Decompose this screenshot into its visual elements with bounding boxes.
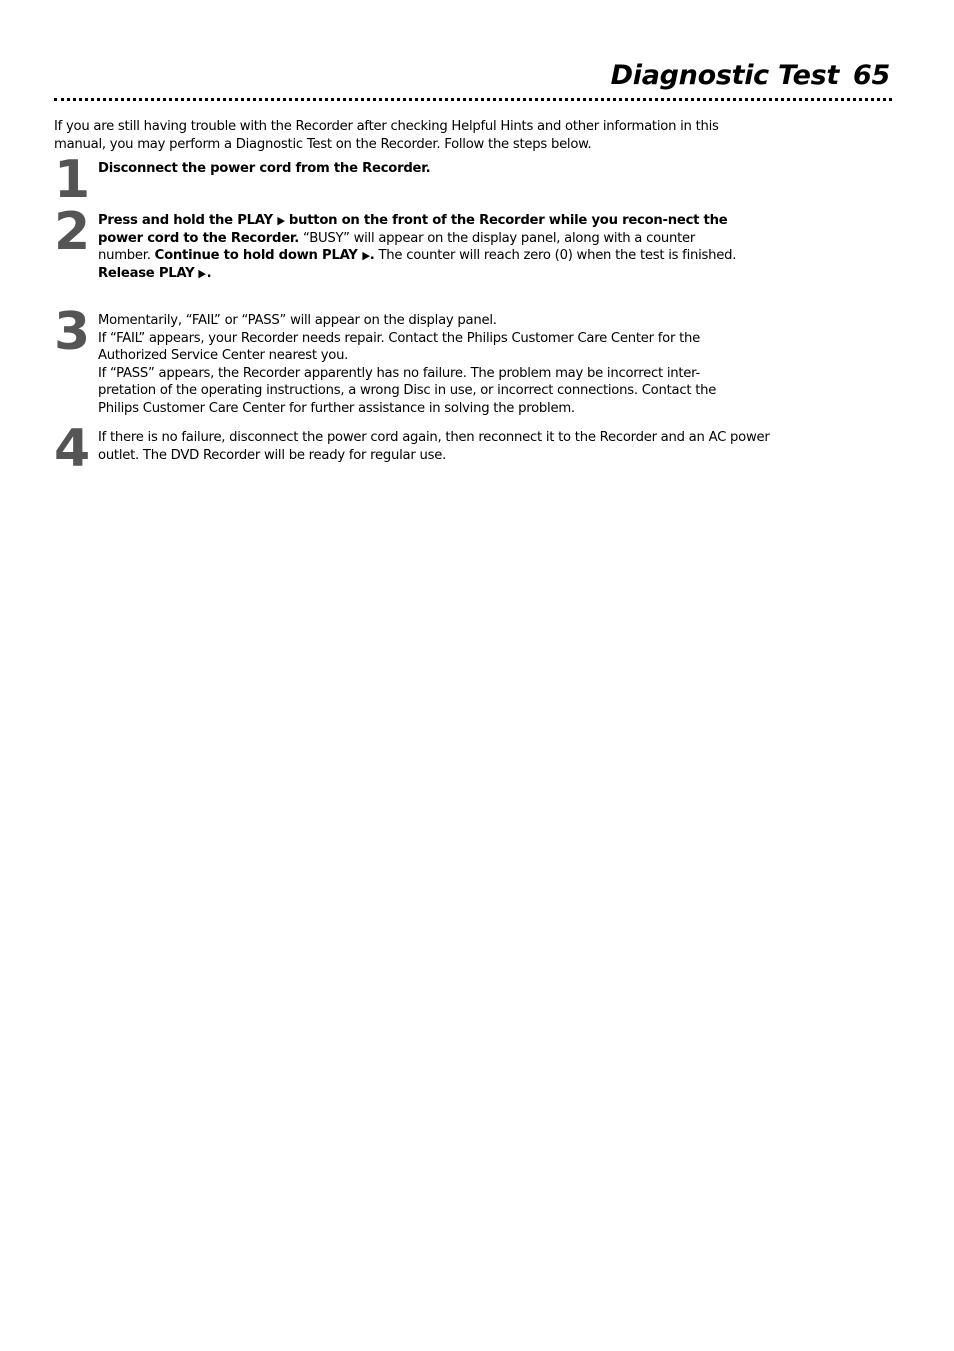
step-3-line-3: If “PASS” appears, the Recorder apparently has no failure. The problem may be incorrect inter-pretation of the operating instructions, a wrong Disc in use, or incorrect connections. Contact the Philips Customer Care Center for further assistance in solving the problem. — [98, 365, 717, 416]
step-body — [98, 312, 738, 418]
step-2-bold-d: Release PLAY — [98, 265, 195, 281]
step-3-line-2: If “FAIL” appears, your Recorder needs repair. Contact the Philips Customer Care Center for the Authorized Service Center nearest you. — [98, 330, 700, 364]
play-icon: ▶ — [198, 266, 207, 280]
play-icon: ▶ — [361, 249, 370, 263]
step-number: 3 — [54, 302, 89, 362]
page-title: Diagnostic Test — [610, 60, 840, 91]
step-2-bold-a: Press and hold the PLAY — [98, 213, 273, 228]
dotted-divider — [54, 98, 892, 101]
step-number: 2 — [54, 202, 89, 262]
step-body: Press and hold the PLAY ▶ button on the front of the Recorder while you recon-nect the power cord to the Recorder. “BUSY” will appear on the display panel, along with a counter number. Continue to hold down PLAY ▶. The counter will reach zero (0) when the test is finished. Release PLAY ▶. — [98, 213, 737, 281]
step-number: 1 — [54, 150, 89, 210]
step-body — [98, 429, 788, 464]
step-number: 4 — [54, 419, 89, 479]
step-2-text-b: The counter will reach zero (0) when the test is finished. — [378, 248, 737, 264]
step-2-bold-c: Continue to hold down PLAY — [154, 248, 358, 264]
page-number: 65 — [853, 60, 890, 91]
step-4-text: If there is no failure, disconnect the power cord again, then reconnect it to the Recorder and an AC power outlet. The DVD Recorder will be ready for regular use. — [98, 430, 770, 463]
step-1-instruction: Disconnect the power cord from the Recorder. — [98, 161, 431, 176]
play-icon: ▶ — [277, 214, 285, 227]
step-3-line-1: Momentarily, “FAIL” or “PASS” will appear on the display panel. — [98, 313, 497, 328]
step-body — [98, 160, 738, 178]
step-2-text-a: “BUSY” will appear on the display panel, along with a counter number. — [98, 230, 696, 264]
page-header — [611, 56, 890, 96]
intro-paragraph: If you are still having trouble with the Recorder after checking Helpful Hints and other information in this manual, you may perform a Diagnostic Test on the Recorder. Follow the steps below. — [54, 119, 719, 152]
step-2-bold-b: button on the front of the Recorder while you recon-nect the power cord to the Recorder. — [98, 213, 728, 246]
